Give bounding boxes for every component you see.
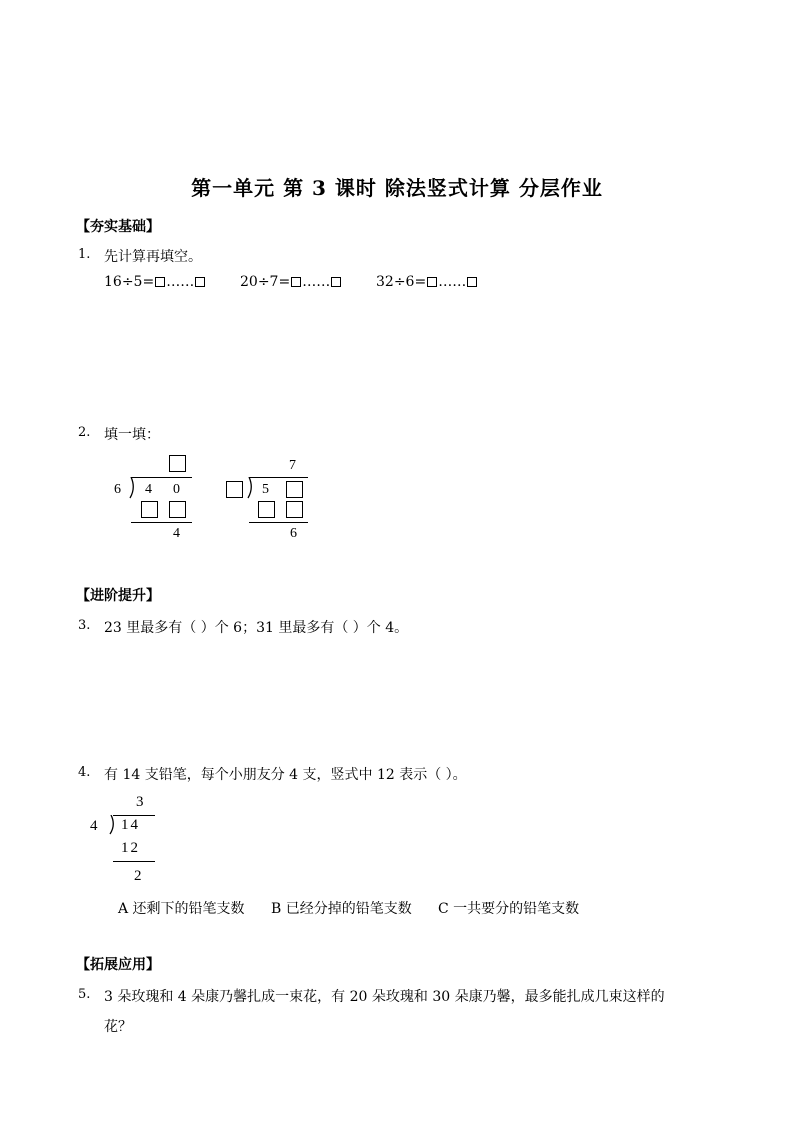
- remainder: 4: [173, 526, 180, 541]
- product-blank-box[interactable]: [258, 501, 275, 518]
- product: 12: [121, 840, 140, 856]
- question-text: 先计算再填空。: [104, 249, 202, 265]
- expression-lhs: 20÷7=: [240, 274, 291, 290]
- question-number: 3.: [78, 618, 91, 633]
- dividend: 14: [121, 817, 140, 833]
- division-bracket: [128, 477, 138, 499]
- blank-box[interactable]: [195, 277, 205, 287]
- remainder: 2: [134, 868, 142, 884]
- question-text-continued: 花？: [104, 1019, 132, 1035]
- divisor: 6: [114, 482, 121, 497]
- blank-box[interactable]: [331, 277, 341, 287]
- divisor: 4: [90, 818, 98, 834]
- question-number: 5.: [78, 987, 91, 1002]
- dividend-digit: 0: [173, 482, 180, 497]
- ellipsis: ……: [166, 274, 195, 290]
- question-text: 23 里最多有（ ）个 6；31 里最多有（ ）个 4。: [104, 620, 409, 636]
- page-title: 第一单元 第 3 课时 除法竖式计算 分层作业: [191, 176, 603, 200]
- section-heading-advanced: 【进阶提升】: [76, 588, 160, 604]
- q1-expression-1: [104, 274, 206, 290]
- product-blank-box[interactable]: [169, 501, 186, 518]
- division-bracket: [108, 815, 118, 835]
- question-text: 填一填：: [104, 427, 160, 443]
- question-text: 3 朵玫瑰和 4 朵康乃馨扎成一束花，有 20 朵玫瑰和 30 朵康乃馨，最多能扎成几束这样的: [104, 989, 665, 1005]
- question-number: 1.: [78, 247, 91, 262]
- dividend-digit: 4: [145, 482, 152, 497]
- dividend-digit: 5: [262, 482, 269, 497]
- division-bar: [249, 477, 308, 478]
- question-text: 有 14 支铅笔，每个小朋友分 4 支，竖式中 12 表示（ ）。: [104, 767, 467, 783]
- division-bar: [131, 477, 192, 478]
- blank-box[interactable]: [155, 277, 165, 287]
- option-b[interactable]: B 已经分掉的铅笔支数: [271, 901, 412, 917]
- subtraction-line: [249, 522, 308, 523]
- product-blank-box[interactable]: [286, 501, 303, 518]
- product-blank-box[interactable]: [141, 501, 158, 518]
- ellipsis: ……: [302, 274, 331, 290]
- dividend-blank-box[interactable]: [286, 481, 303, 498]
- quotient-blank-box[interactable]: [169, 455, 186, 472]
- division-bar: [113, 815, 155, 816]
- subtraction-line: [113, 861, 155, 862]
- option-c[interactable]: C 一共要分的铅笔支数: [438, 901, 580, 917]
- blank-box[interactable]: [291, 277, 301, 287]
- remainder: 6: [290, 526, 297, 541]
- section-heading-extend: 【拓展应用】: [76, 957, 160, 973]
- division-bracket: [246, 477, 256, 499]
- q1-expression-2: [240, 274, 342, 290]
- ellipsis: ……: [438, 274, 467, 290]
- blank-box[interactable]: [467, 277, 477, 287]
- option-a[interactable]: A 还剩下的铅笔支数: [118, 901, 245, 917]
- quotient: 7: [289, 458, 296, 473]
- question-number: 2.: [78, 425, 91, 440]
- question-number: 4.: [78, 765, 91, 780]
- quotient: 3: [136, 794, 144, 810]
- expression-lhs: 32÷6=: [376, 274, 427, 290]
- expression-lhs: 16÷5=: [104, 274, 155, 290]
- divisor-blank-box[interactable]: [226, 481, 243, 498]
- section-heading-basic: 【夯实基础】: [76, 219, 160, 235]
- blank-box[interactable]: [427, 277, 437, 287]
- subtraction-line: [131, 522, 192, 523]
- q1-expression-3: [376, 274, 478, 290]
